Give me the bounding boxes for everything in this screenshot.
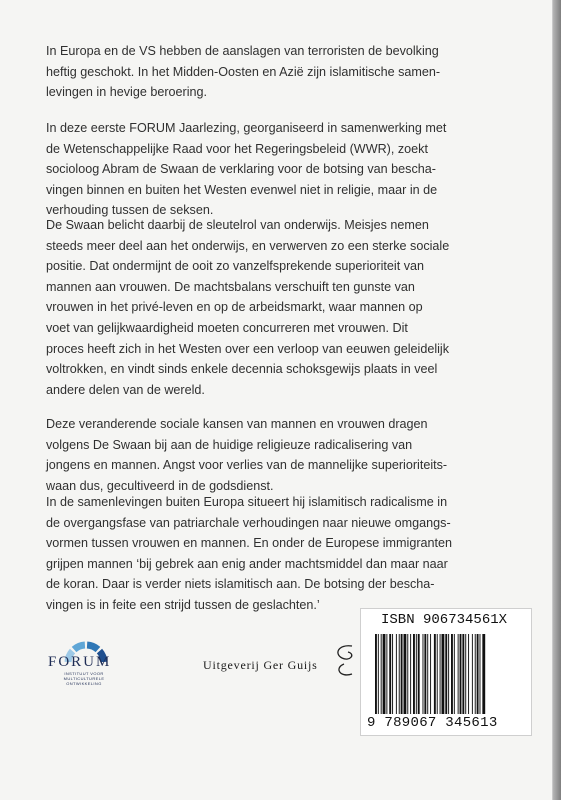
blurb-paragraph-3: De Swaan belicht daarbij de sleutelrol van onderwijs. Meisjes nemen steeds meer deel aan het onderwijs, en verwerven zo een sterke sociale positie. Dat ondermijnt de ooit zo vanzelfsprekende superioriteit van mannen aan vrouwen. De machtsbalans verschuift ten gunste van vrouwen in het privé-leven en op de arbeidsmarkt, waar mannen op voet van gelijkwaardigheid moeten concurreren met vrouwen. Dit proces heeft zich in het Westen over een verloop van eeuwen geleidelijk voltrokken, en vindt sinds enkele decennia schoksgewijs plaats in veel andere delen van de wereld. bbox=[46, 218, 450, 397]
barcode-bar bbox=[404, 634, 407, 714]
barcode-bar bbox=[378, 634, 379, 714]
barcode-bar bbox=[458, 634, 459, 714]
barcode-bar bbox=[407, 634, 408, 714]
barcode-bar bbox=[477, 634, 479, 714]
barcode-bar bbox=[430, 634, 431, 714]
publisher-name: Uitgeverij Ger Guijs bbox=[203, 658, 318, 672]
blurb-paragraph-5: In de samenlevingen buiten Europa situeert hij islamitisch radicalisme in de overgangsfase van patriarchale verhoudingen naar nieuwe omgangs- vormen tussen vrouwen en mannen. En onder de Europese immigranten grijpen mannen ‘bij gebrek aan enig ander machtsmiddel dan maar naar de koran. Daar is verder niets islamitisch aan. De botsing der bescha- vingen is in feite een strijd tussen de geslachten.’ bbox=[46, 495, 453, 612]
barcode-bar bbox=[454, 634, 455, 714]
forum-arc-segment bbox=[87, 645, 98, 650]
blurb-paragraph-1: In Europa en de VS hebben de aanslagen van terroristen de bevolking heftig geschokt. In het Midden-Oosten en Azië zijn islamitische samen- levingen in hevige beroering. bbox=[46, 44, 441, 100]
barcode-bar bbox=[440, 634, 441, 714]
barcode-bar bbox=[465, 634, 466, 714]
barcode-bar bbox=[442, 634, 445, 714]
barcode-bar bbox=[460, 634, 462, 714]
barcode-bar bbox=[480, 634, 481, 714]
barcode-bar bbox=[392, 634, 393, 714]
barcode-bar bbox=[401, 634, 403, 714]
barcode-bar bbox=[416, 634, 417, 714]
barcode-bar bbox=[434, 634, 436, 714]
barcode-bar bbox=[462, 634, 464, 714]
barcode-bar bbox=[396, 634, 397, 714]
barcode-bar bbox=[451, 634, 453, 714]
barcode-bar bbox=[375, 634, 377, 714]
barcode-bar bbox=[424, 634, 426, 714]
blurb-paragraph-4: Deze veranderende sociale kansen van mannen en vrouwen dragen volgens De Swaan bij aan de huidige religieuze radicalisering van jongens en mannen. Angst voor verlies van de mannelijke superioriteits- waan dus, gecultiveerd in de godsdienst. bbox=[46, 417, 448, 493]
barcode-sticker bbox=[360, 608, 532, 736]
barcode-bar bbox=[418, 634, 420, 714]
barcode-bar bbox=[410, 634, 411, 714]
barcode-bar bbox=[437, 634, 438, 714]
barcode-bar bbox=[399, 634, 400, 714]
barcode-bar bbox=[386, 634, 387, 714]
barcode-bar bbox=[427, 634, 428, 714]
cover-edge bbox=[553, 0, 561, 800]
forum-arc-segment bbox=[74, 645, 85, 650]
ean-digits: 9 789067 345613 bbox=[367, 715, 498, 731]
barcode-bar bbox=[472, 634, 473, 714]
blurb-paragraph-2: In deze eerste FORUM Jaarlezing, georganiseerd in samenwerking met de Wetenschappelijke Raad voor het Regeringsbeleid (WWR), zoekt socioloog Abram de Swaan de verklaring voor de botsing van bescha- vingen binnen en buiten het Westen evenwel niet in religie, maar in de verhouding tussen de seksen. bbox=[46, 121, 447, 218]
barcode-bar bbox=[482, 634, 485, 714]
forum-logo-subtitle: INSTITUUT VOOR MULTICULTURELE ONTWIKKELING bbox=[63, 671, 105, 686]
barcode-bar bbox=[413, 634, 415, 714]
barcode-bar bbox=[445, 634, 447, 714]
barcode-bar bbox=[448, 634, 449, 714]
barcode-bars-icon bbox=[373, 634, 523, 714]
isbn-label: ISBN 906734561X bbox=[381, 612, 508, 628]
barcode-bar bbox=[468, 634, 469, 714]
barcode-bar bbox=[383, 634, 386, 714]
barcode-bar bbox=[423, 634, 424, 714]
barcode-bar bbox=[381, 634, 382, 714]
barcode-bar bbox=[389, 634, 391, 714]
forum-logo-text: FORUM bbox=[48, 654, 112, 670]
publisher-swirl-icon bbox=[330, 640, 360, 680]
barcode-bar bbox=[475, 634, 476, 714]
